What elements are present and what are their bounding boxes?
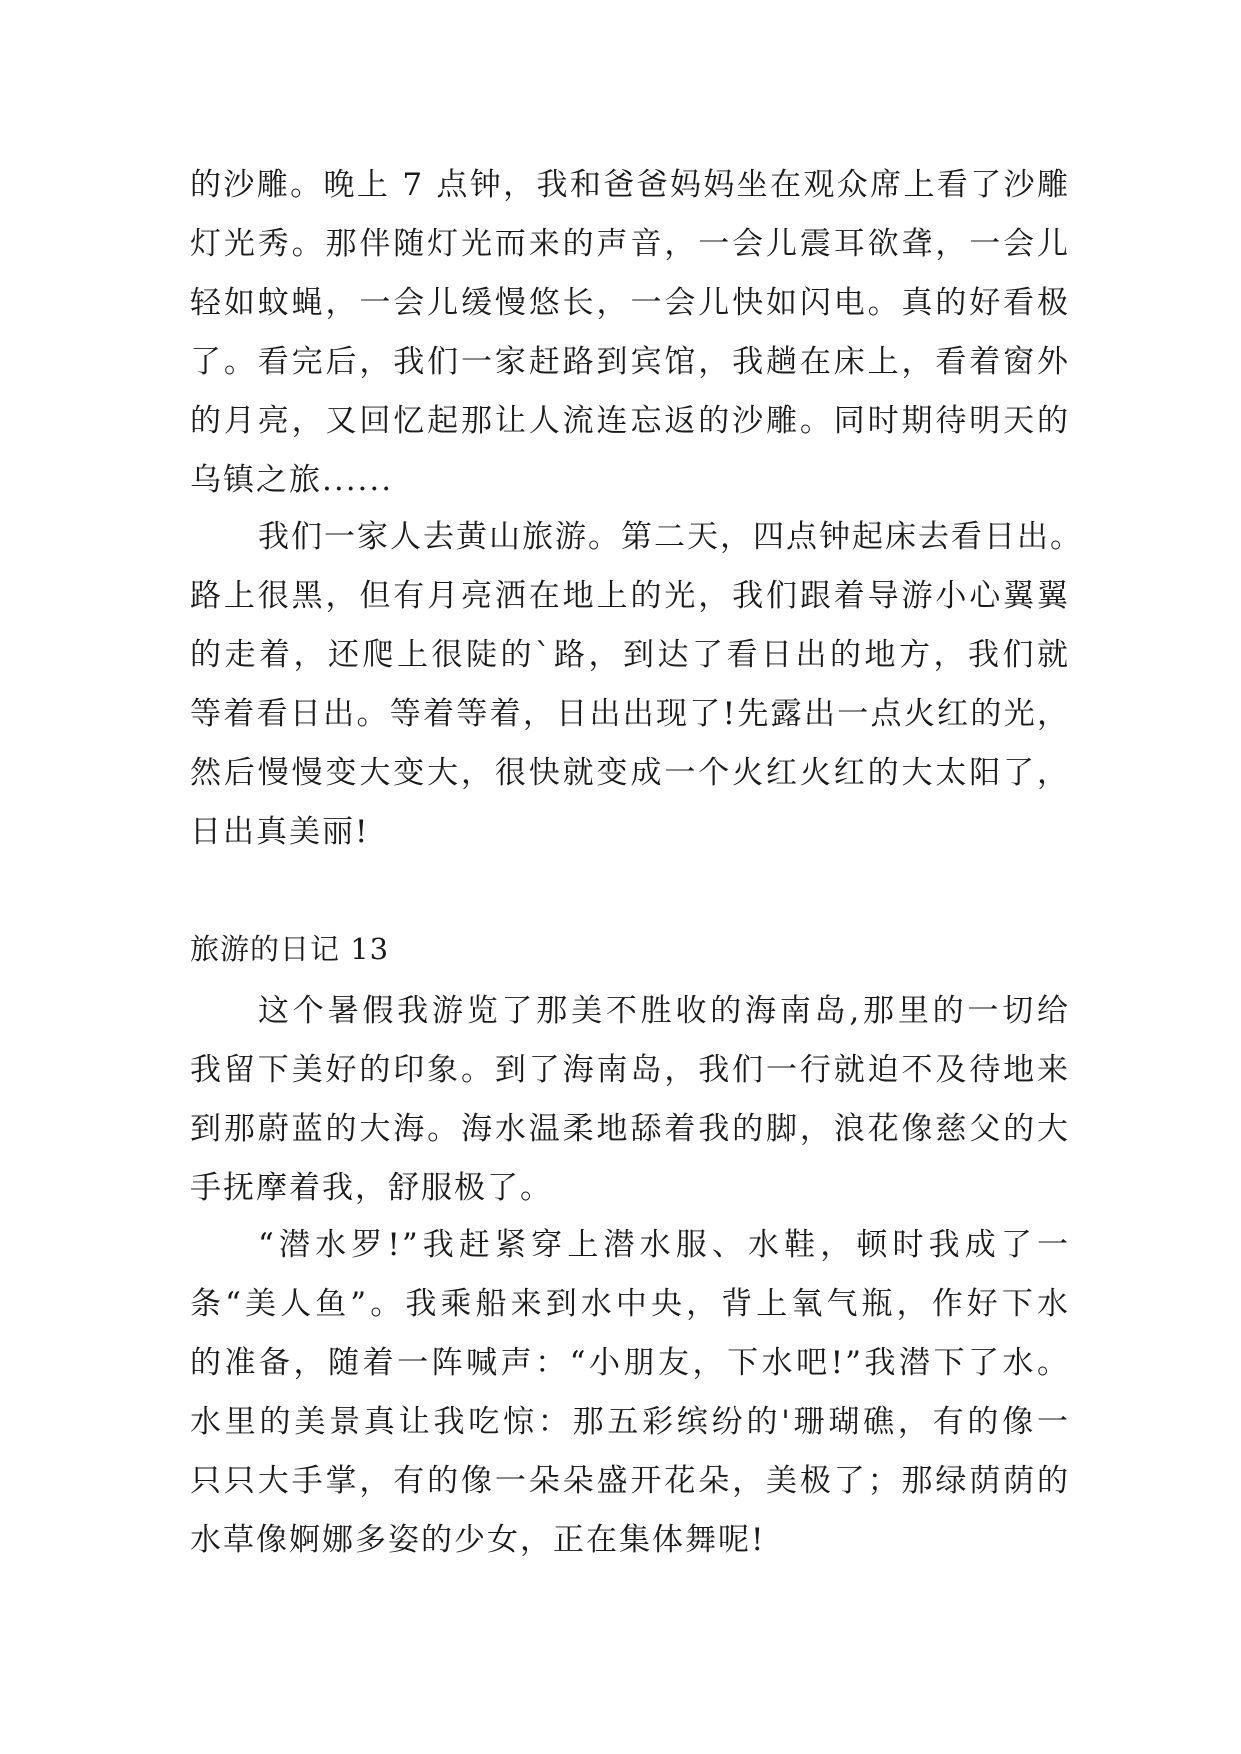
- text-line: 了。看完后，我们一家赶路到宾馆，我趟在床上，看着窗外: [190, 344, 1070, 380]
- diary-heading: 旅游的日记 13: [190, 932, 390, 966]
- text-line: 的准备，随着一阵喊声：“小朋友，下水吧!”我潜下了水。: [190, 1345, 1070, 1381]
- text-line: 我留下美好的印象。到了海南岛，我们一行就迫不及待地来: [190, 1052, 1070, 1088]
- text-line: 等着看日出。等着等着，日出出现了!先露出一点火红的光，: [190, 696, 1070, 732]
- text-line: 日出真美丽!: [190, 814, 370, 850]
- text-line: 我们一家人去黄山旅游。第二天，四点钟起床去看日出。: [258, 519, 1083, 555]
- text-line: 只只大手掌，有的像一朵朵盛开花朵，美极了；那绿荫荫的: [190, 1463, 1070, 1499]
- text-line: “潜水罗!”我赶紧穿上潜水服、水鞋，顿时我成了一: [258, 1227, 1070, 1263]
- text-line: 轻如蚊蝇，一会儿缓慢悠长，一会儿快如闪电。真的好看极: [190, 285, 1070, 321]
- text-line: 水草像婀娜多姿的少女，正在集体舞呢!: [190, 1522, 766, 1558]
- text-line: 然后慢慢变大变大，很快就变成一个火红火红的大太阳了，: [190, 755, 1070, 791]
- text-line: 条“美人鱼”。我乘船来到水中央，背上氧气瓶，作好下水: [190, 1286, 1070, 1322]
- paragraph-hainan-intro: [190, 982, 1070, 1218]
- text-line: 乌镇之旅......: [190, 462, 394, 498]
- text-line: 路上很黑，但有月亮洒在地上的光，我们跟着导游小心翼翼: [190, 578, 1070, 614]
- text-line: 水里的美景真让我吃惊：那五彩缤纷的'珊瑚礁，有的像一: [190, 1404, 1070, 1440]
- paragraph-huangshan-sunrise: [190, 508, 1083, 862]
- paragraph-sand-sculpture: [190, 156, 1070, 510]
- text-line: 这个暑假我游览了那美不胜收的海南岛,那里的一切给: [258, 993, 1070, 1029]
- text-line: 灯光秀。那伴随灯光而来的声音，一会儿震耳欲聋，一会儿: [190, 226, 1070, 262]
- text-line: 的沙雕。晚上 7 点钟，我和爸爸妈妈坐在观众席上看了沙雕: [190, 167, 1070, 203]
- text-line: 到那蔚蓝的大海。海水温柔地舔着我的脚，浪花像慈父的大: [190, 1111, 1070, 1147]
- text-line: 手抚摩着我，舒服极了。: [190, 1170, 553, 1206]
- paragraph-diving: [190, 1216, 1070, 1570]
- text-line: 的走着，还爬上很陡的`路，到达了看日出的地方，我们就: [190, 637, 1070, 673]
- text-line: 的月亮，又回忆起那让人流连忘返的沙雕。同时期待明天的: [190, 403, 1070, 439]
